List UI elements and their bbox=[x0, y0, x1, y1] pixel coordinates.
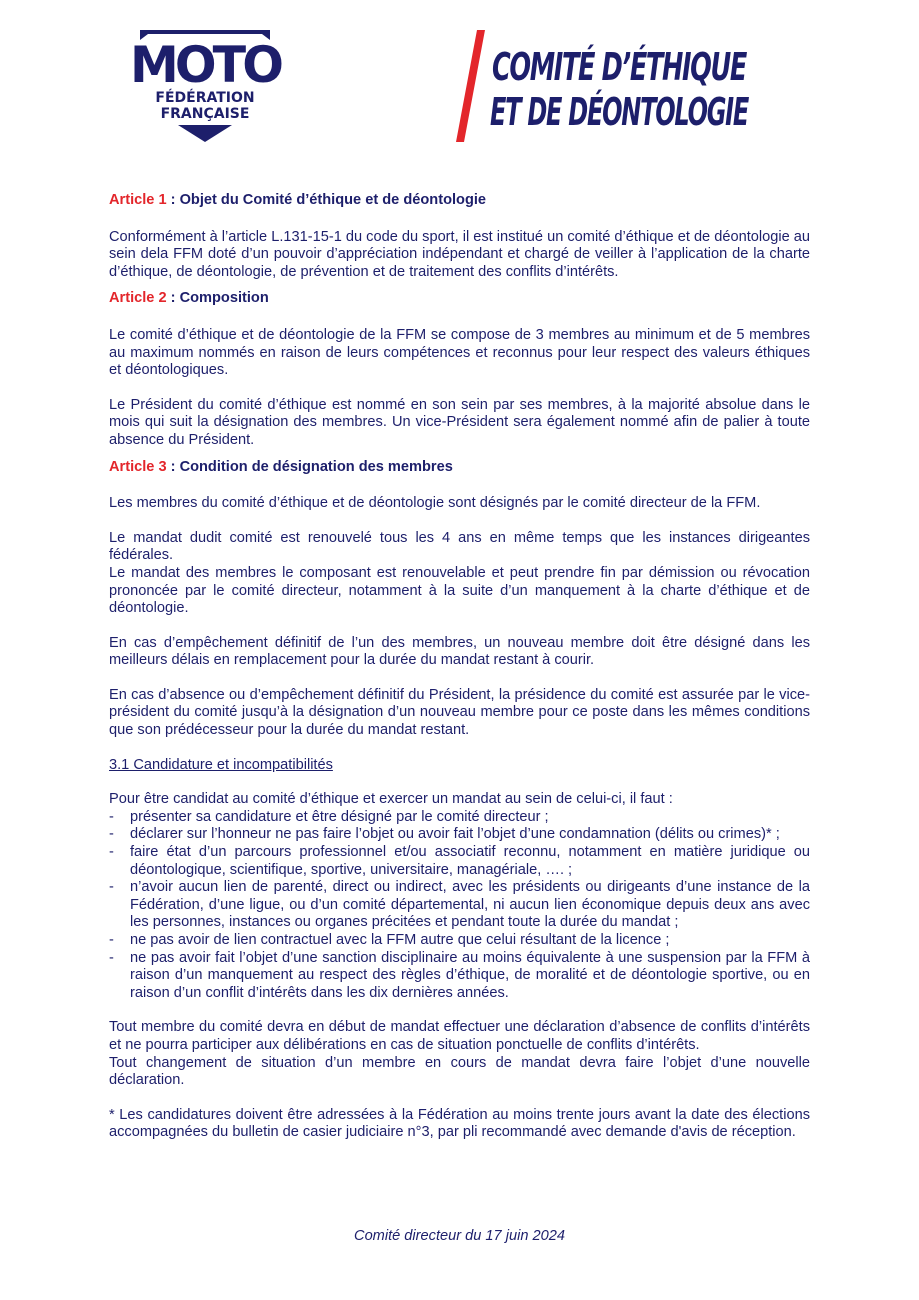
section-3-1-heading: 3.1 Candidature et incompatibilités bbox=[109, 756, 333, 773]
document-body bbox=[109, 192, 810, 1142]
list-item: - ne pas avoir fait l’objet d’une sanction disciplinaire au moins équivalente à une suspension par la FFM à raison d’un manquement au respect des règles d’éthique, de moralité et de déontologie sportive, ou en raison d’un conflit d’intérêts dans les dix dernières années. bbox=[109, 950, 810, 1003]
logo-line-2: FRANÇAISE bbox=[160, 106, 250, 122]
title-slash bbox=[456, 30, 485, 142]
conflict-declaration-paragraph: Tout membre du comité devra en début de mandat effectuer une déclaration d’absence de conflits d’intérêts et ne pourra participer aux délibérations en cas de situation ponctuelle de conflits d’intérêts. bbox=[109, 1019, 810, 1053]
article-1-heading bbox=[109, 192, 810, 210]
article-3-paragraph-5: En cas d’absence ou d’empêchement définitif du Président, la présidence du comité est assurée par le vice-président du comité jusqu’à la désignation d’un nouveau membre pour ce poste dans les mêmes conditions que son prédécesseur pour la durée du mandat restant. bbox=[109, 686, 810, 739]
article-3-number: Article 3 bbox=[109, 458, 167, 475]
list-item: - déclarer sur l’honneur ne pas faire l’objet ou avoir fait l’objet d’une condamnation (délits ou crimes)* ; bbox=[109, 826, 810, 844]
footnote: * Les candidatures doivent être adressées à la Fédération au moins trente jours avant la date des élections accompagnées du bulletin de casier judiciaire n°3, par pli recommandé avec demande d'avis de réception. bbox=[109, 1106, 810, 1141]
section-3-1-intro: Pour être candidat au comité d’éthique et exercer un mandat au sein de celui-ci, il faut : bbox=[109, 791, 673, 808]
document-title bbox=[450, 30, 790, 144]
situation-change-paragraph: Tout changement de situation d’un membre en cours de mandat devra faire l’objet d’une nouvelle déclaration. bbox=[109, 1054, 810, 1089]
ffm-logo bbox=[126, 30, 284, 144]
article-3-paragraph-3: Le mandat des membres le composant est renouvelable et peut prendre fin par démission ou révocation prononcée par le comité directeur, notamment à la suite d’un manquement à la charte d’éthique et de déontologie. bbox=[109, 564, 810, 617]
article-3-heading bbox=[109, 459, 810, 477]
article-3-title: : Condition de désignation des membres bbox=[166, 458, 453, 475]
list-item: - présenter sa candidature et être désigné par le comité directeur ; bbox=[109, 809, 810, 827]
title-line-1: COMITÉ D’ÉTHIQUE bbox=[492, 45, 748, 89]
logo-wordmark: MOTO bbox=[130, 36, 282, 94]
article-2-heading bbox=[109, 290, 810, 308]
article-2-paragraph-1: Le comité d’éthique et de déontologie de la FFM se compose de 3 membres au minimum et de 5 membres au maximum nommés en raison de leurs compétences et reconnus pour leur respect des valeurs éthiques et déontologiques. bbox=[109, 326, 810, 379]
logo-line-1: FÉDÉRATION bbox=[155, 90, 255, 106]
list-item: - n’avoir aucun lien de parenté, direct ou indirect, avec les présidents ou dirigeants d’une instance de la Fédération, d’une ligue, ou d’un comité départemental, ni aucun lien économique depuis deux ans avec les personnes, instances ou organes précitées et pendant toute la durée du mandat ; bbox=[109, 879, 810, 932]
article-3-paragraph-1: Les membres du comité d’éthique et de déontologie sont désignés par le comité directeur de la FFM. bbox=[109, 495, 761, 512]
article-3-paragraph-4: En cas d’empêchement définitif de l’un des membres, un nouveau membre doit être désigné dans les meilleurs délais en remplacement pour la durée du mandat restant à courir. bbox=[109, 634, 810, 669]
article-2-number: Article 2 bbox=[109, 290, 167, 307]
title-line-2: ET DE DÉONTOLOGIE bbox=[490, 90, 750, 134]
article-2-paragraph-2: Le Président du comité d’éthique est nommé en son sein par ses membres, à la majorité absolue dans le mois qui suit la désignation des membres. Un vice-Président sera également nommé afin de palier à toute absence du Président. bbox=[109, 396, 810, 448]
logo-chevron bbox=[178, 125, 232, 142]
article-3-paragraph-2: Le mandat dudit comité est renouvelé tous les 4 ans en même temps que les instances dirigeantes fédérales. bbox=[109, 529, 810, 564]
article-1-paragraph: Conformément à l’article L.131-15-1 du code du sport, il est institué un comité d’éthique et de déontologie au sein dela FFM doté d’un pouvoir d’appréciation indépendant et chargé de veiller à l’application de la charte d’éthique, de déontologie, de prévention et de traitement des conflits d’intérêts. bbox=[109, 228, 810, 280]
page-footer: Comité directeur du 17 juin 2024 bbox=[354, 1228, 565, 1244]
requirements-list bbox=[109, 809, 810, 1003]
article-1-number: Article 1 bbox=[109, 192, 167, 208]
article-1-title: : Objet du Comité d’éthique et de déontologie bbox=[166, 192, 487, 208]
list-item: - ne pas avoir de lien contractuel avec la FFM autre que celui résultant de la licence ; bbox=[109, 932, 810, 950]
list-item: - faire état d’un parcours professionnel et/ou associatif reconnu, notamment en matière juridique ou déontologique, scientifique, sportive, universitaire, managériale, …. ; bbox=[109, 844, 810, 879]
article-2-title: : Composition bbox=[166, 290, 269, 307]
